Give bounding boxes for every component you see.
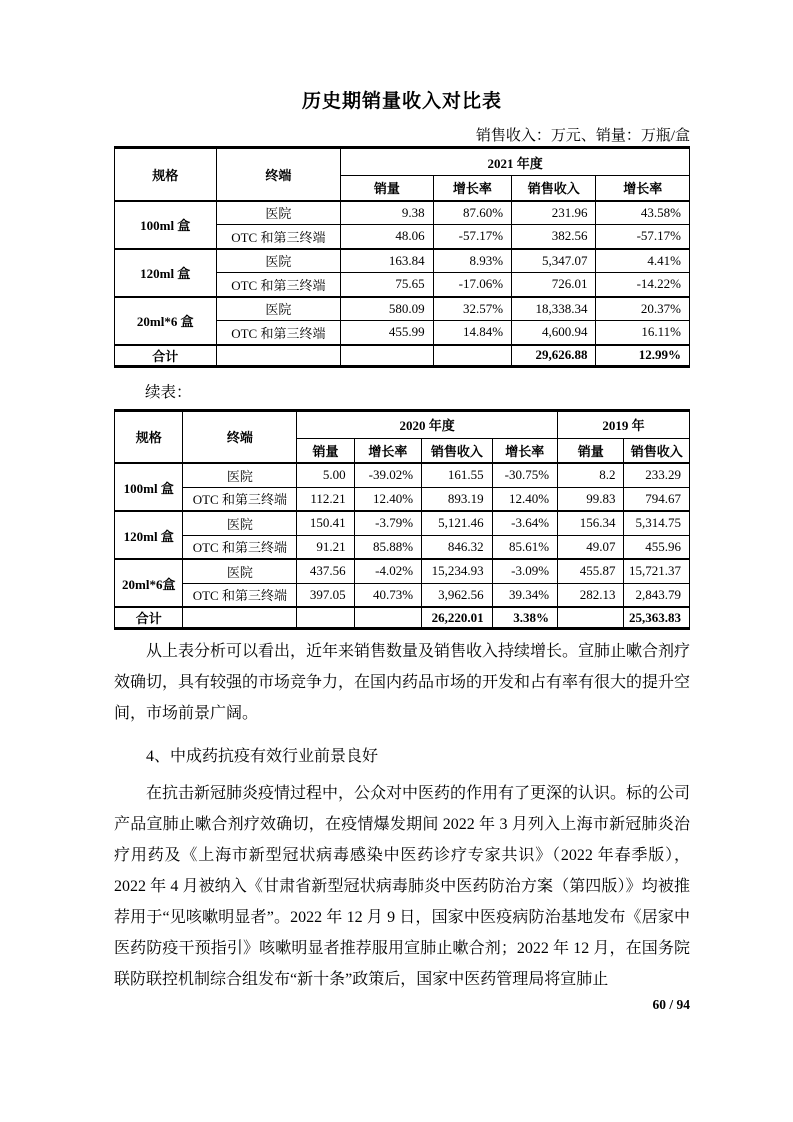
value-cell — [433, 345, 511, 367]
section-heading-4: 4、中成药抗疫有效行业前景良好 — [146, 748, 379, 765]
value-cell: 75.65 — [341, 273, 433, 297]
value-cell: 455.96 — [624, 535, 690, 559]
value-cell: 85.88% — [354, 535, 421, 559]
value-cell: 5,121.46 — [422, 511, 492, 535]
terminal-cell: OTC 和第三终端 — [183, 583, 297, 607]
value-cell — [558, 607, 624, 629]
terminal-cell: 医院 — [183, 463, 297, 487]
value-cell: 8.93% — [433, 249, 511, 273]
value-cell: 5.00 — [297, 463, 354, 487]
value-cell: 85.61% — [492, 535, 557, 559]
table-row — [115, 297, 690, 321]
value-cell: 15,721.37 — [624, 559, 690, 583]
value-cell: 87.60% — [433, 201, 511, 225]
col-header-year-2021: 2021 年度 — [341, 148, 690, 176]
value-cell: 161.55 — [422, 463, 492, 487]
terminal-cell: 医院 — [216, 201, 341, 225]
value-cell: 3.38% — [492, 607, 557, 629]
value-cell: 163.84 — [341, 249, 433, 273]
value-cell: 846.32 — [422, 535, 492, 559]
table-row — [115, 201, 690, 225]
col-header-year-2020: 2020 年度 — [297, 410, 558, 438]
continued-table-label: 续表： — [145, 383, 192, 401]
terminal-cell: OTC 和第三终端 — [216, 273, 341, 297]
value-cell: -4.02% — [354, 559, 421, 583]
value-cell: 40.73% — [354, 583, 421, 607]
value-cell: 15,234.93 — [422, 559, 492, 583]
terminal-cell: OTC 和第三终端 — [216, 225, 341, 249]
value-cell: 231.96 — [512, 201, 596, 225]
table-row — [115, 583, 690, 607]
col-header-volume-2020: 销量 — [297, 438, 354, 463]
value-cell: 12.99% — [596, 345, 690, 367]
value-cell: 437.56 — [297, 559, 354, 583]
table-row — [115, 511, 690, 535]
value-cell: -17.06% — [433, 273, 511, 297]
terminal-cell: 医院 — [216, 297, 341, 321]
value-cell: 282.13 — [558, 583, 624, 607]
value-cell: 893.19 — [422, 487, 492, 511]
value-cell: 12.40% — [492, 487, 557, 511]
col-header-growth-2020-1: 增长率 — [354, 438, 421, 463]
value-cell — [341, 345, 433, 367]
spec-cell: 20ml*6 盒 — [115, 297, 217, 345]
table-header-row — [115, 410, 690, 438]
value-cell: 455.87 — [558, 559, 624, 583]
terminal-cell: 医院 — [216, 249, 341, 273]
value-cell: 32.57% — [433, 297, 511, 321]
spec-cell: 120ml 盒 — [115, 511, 183, 559]
table-header-row — [115, 148, 690, 176]
spec-cell: 120ml 盒 — [115, 249, 217, 297]
spec-cell: 20ml*6盒 — [115, 559, 183, 607]
col-header-revenue-2020: 销售收入 — [422, 438, 492, 463]
value-cell: 5,314.75 — [624, 511, 690, 535]
value-cell: 9.38 — [341, 201, 433, 225]
page-number: 60 / 94 — [652, 997, 690, 1012]
col-header-year-2019: 2019 年 — [558, 410, 690, 438]
value-cell: -30.75% — [492, 463, 557, 487]
value-cell: -3.79% — [354, 511, 421, 535]
value-cell: 4,600.94 — [512, 321, 596, 345]
page-title: 历史期销量收入对比表 — [301, 91, 502, 112]
empty-cell — [216, 345, 341, 367]
col-header-volume: 销量 — [341, 176, 433, 201]
value-cell: 18,338.34 — [512, 297, 596, 321]
value-cell: 8.2 — [558, 463, 624, 487]
value-cell: -3.09% — [492, 559, 557, 583]
table-row — [115, 249, 690, 273]
value-cell: 2,843.79 — [624, 583, 690, 607]
col-header-growth-2: 增长率 — [596, 176, 690, 201]
unit-note: 销售收入：万元、销量：万瓶/盒 — [475, 128, 690, 144]
spec-cell: 100ml 盒 — [115, 463, 183, 511]
total-label-cell: 合计 — [115, 345, 217, 367]
value-cell: 43.58% — [596, 201, 690, 225]
spec-cell: 100ml 盒 — [115, 201, 217, 249]
table-row — [115, 487, 690, 511]
analysis-paragraph: 从上表分析可以看出，近年来销售数量及销售收入持续增长。宣肺止嗽合剂疗效确切，具有较强的市场竞争力，在国内药品市场的开发和占有率有很大的提升空间，市场前景广阔。 — [114, 643, 691, 722]
value-cell: 112.21 — [297, 487, 354, 511]
value-cell — [354, 607, 421, 629]
sales-table-2021 — [114, 146, 690, 368]
sales-table-2020-2019 — [114, 409, 690, 631]
value-cell — [297, 607, 354, 629]
value-cell: 382.56 — [512, 225, 596, 249]
value-cell: 26,220.01 — [422, 607, 492, 629]
value-cell: 48.06 — [341, 225, 433, 249]
total-label-cell: 合计 — [115, 607, 183, 629]
value-cell: -57.17% — [596, 225, 690, 249]
value-cell: 397.05 — [297, 583, 354, 607]
value-cell: -14.22% — [596, 273, 690, 297]
table-total-row — [115, 345, 690, 367]
value-cell: -57.17% — [433, 225, 511, 249]
col-header-volume-2019: 销量 — [558, 438, 624, 463]
value-cell: 726.01 — [512, 273, 596, 297]
value-cell: 29,626.88 — [512, 345, 596, 367]
value-cell: -3.64% — [492, 511, 557, 535]
col-header-revenue: 销售收入 — [512, 176, 596, 201]
terminal-cell: 医院 — [183, 559, 297, 583]
col-header-revenue-2019: 销售收入 — [624, 438, 690, 463]
col-header-terminal: 终端 — [216, 148, 341, 201]
table-total-row — [115, 607, 690, 629]
col-header-growth-1: 增长率 — [433, 176, 511, 201]
value-cell: 16.11% — [596, 321, 690, 345]
value-cell: 20.37% — [596, 297, 690, 321]
value-cell: 49.07 — [558, 535, 624, 559]
terminal-cell: OTC 和第三终端 — [216, 321, 341, 345]
value-cell: 580.09 — [341, 297, 433, 321]
terminal-cell: OTC 和第三终端 — [183, 487, 297, 511]
industry-outlook-paragraph: 在抗击新冠肺炎疫情过程中，公众对中医药的作用有了更深的认识。标的公司产品宣肺止嗽合剂疗效确切，在疫情爆发期间 2022 年 3 月列入上海市新冠肺炎治疗用药及《上海市新型冠状病毒感染中医药诊疗专家共识》（2022 年春季版），2022 年 4 月被纳入《甘肃省新型冠状病毒肺炎中医药防治方案（第四版）》均被推荐用于“见咳嗽明显者”。2022 年 12 月 9 日，国家中医疫病防治基地发布《居家中医药防疫干预指引》咳嗽明显者推荐服用宣肺止嗽合剂；2022 年 12 月，在国务院联防联控机制综合组发布“新十条”政策后，国家中医药管理局将宣肺止 — [114, 785, 691, 988]
value-cell: 150.41 — [297, 511, 354, 535]
value-cell: 5,347.07 — [512, 249, 596, 273]
value-cell: -39.02% — [354, 463, 421, 487]
value-cell: 455.99 — [341, 321, 433, 345]
table-row — [115, 535, 690, 559]
value-cell: 156.34 — [558, 511, 624, 535]
col-header-terminal: 终端 — [183, 410, 297, 463]
value-cell: 99.83 — [558, 487, 624, 511]
value-cell: 14.84% — [433, 321, 511, 345]
terminal-cell: 医院 — [183, 511, 297, 535]
value-cell: 25,363.83 — [624, 607, 690, 629]
col-header-spec: 规格 — [115, 148, 217, 201]
col-header-growth-2020-2: 增长率 — [492, 438, 557, 463]
table-row — [115, 463, 690, 487]
terminal-cell: OTC 和第三终端 — [183, 535, 297, 559]
value-cell: 12.40% — [354, 487, 421, 511]
value-cell: 3,962.56 — [422, 583, 492, 607]
table-row — [115, 559, 690, 583]
value-cell: 39.34% — [492, 583, 557, 607]
value-cell: 233.29 — [624, 463, 690, 487]
value-cell: 4.41% — [596, 249, 690, 273]
col-header-spec: 规格 — [115, 410, 183, 463]
empty-cell — [183, 607, 297, 629]
value-cell: 794.67 — [624, 487, 690, 511]
value-cell: 91.21 — [297, 535, 354, 559]
